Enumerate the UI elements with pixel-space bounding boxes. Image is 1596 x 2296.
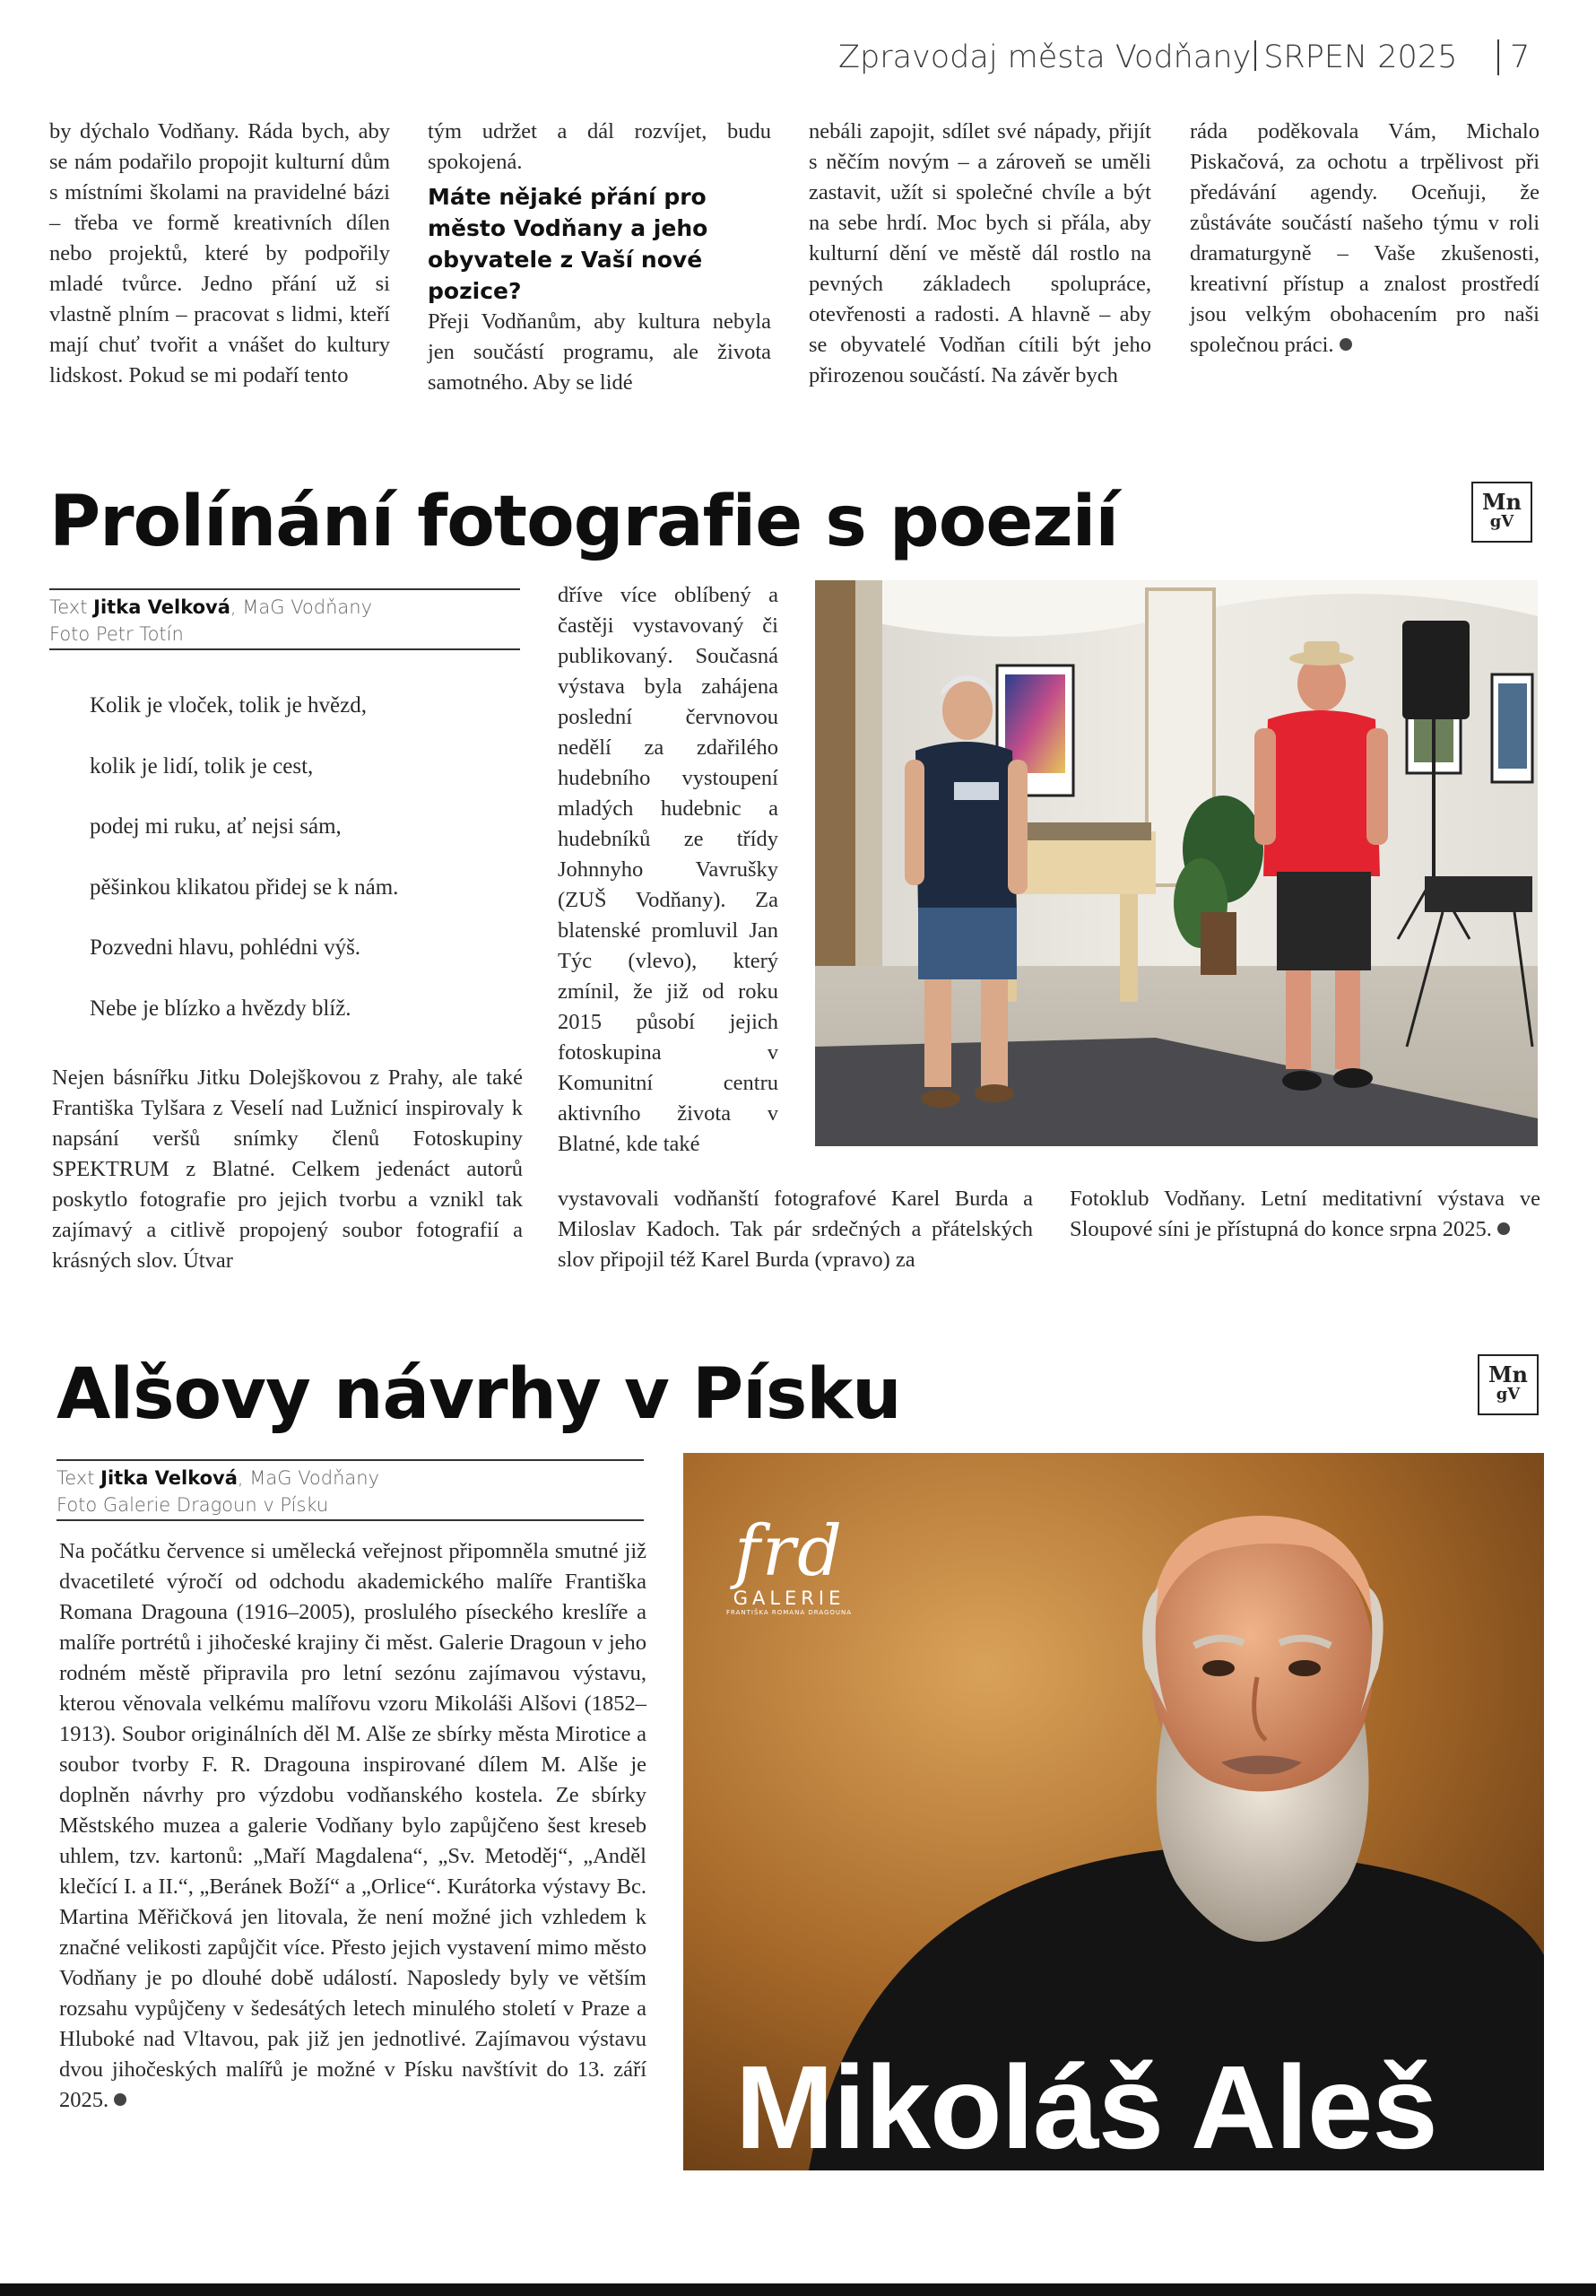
poem-line: pěšinkou klikatou přidej se k nám. [90,874,399,900]
body-text-wrap [59,1536,646,2116]
article-credit [56,1465,644,1518]
article1-body-bottom-right [1070,1184,1540,1245]
credit-divider-bottom [49,648,520,650]
poster-title: Mikoláš Aleš [735,2041,1437,2173]
page-number: 7 [1497,39,1530,75]
poem-line: podej mi ruku, ať nejsi sám, [90,814,342,839]
end-mark [114,2093,126,2106]
credit-author: Jitka Velková [100,1467,238,1489]
credit-photo: Foto Galerie Dragoun v Písku [56,1494,329,1516]
continuation-text: ráda poděkovala Vám, Michalo Piskačová, za ochotu a trpělivost při předávání agendy. Oceňuji, že zůstáváte součástí našeho týmu v roli dramaturgyně – Vaše zkušenosti, kreativní přístup a znalost prostředí jsou velkým obohacením pro naši společnou práci. [1190,119,1540,357]
credit-divider-bottom [56,1519,644,1521]
credit-org: , MaG Vodňany [230,596,373,618]
gallery-logo-mark: frd [733,1511,845,1592]
logo-text-bottom: gV [1489,512,1514,531]
end-mark [1340,338,1352,351]
poem-line: Kolik je vloček, tolik je hvězd, [90,693,367,718]
article2-body [59,1536,646,2116]
credit-divider-top [49,588,520,590]
body-text: Na počátku července si umělecká veřejnost připomněla smutné již dvacetileté výročí od odchodu akademického malíře Františka Romana Dragouna (1916–2005), proslulého píseckého kreslíře a malíře portrétů i jihočeské krajiny či měst. Galerie Dragoun v jeho rodném městě připravila pro letní sezónu zajímavou výstavu, kterou věnovala velkému malířovu vzoru Mikoláši Alšovi (1852–1913). Soubor originálních děl M. Alše ze sbírky města Mirotice a soubor tvorby F. R. Dragouna inspirované dílem M. Alše je doplněn návrhy pro výzdobu vodňanského kostela. Ze sbírky Městského muzea a galerie Vodňany bylo zapůjčeno šest kreseb uhlem, tzv. kartonů: „Maří Magdalena“, „Sv. Metoděj“, „Anděl klečící I. a II.“, „Beránek Boží“ a „Orlice“. Kurátorka výstavy Bc. Martina Měřičková jen litovala, že není možné jich vzhledem k značné velikosti zapůjčit více. Přesto jejich vystavení mimo město Vodňany je po dlouhé době událostí. Naposledy byly ve větším rozsahu vypůjčeny v šedesátých letech minulého století v Praze a Hluboké nad Vltavou, pak již jen jednotlivé. Zajímavou výstavu dvou jihočeských malířů je možné v Písku navštívit do 13. září 2025. [59,1539,646,2112]
continuation-column-1 [49,117,390,391]
poem-line: Pozvedni hlavu, pohlédni výš. [90,935,361,960]
issue-label: SRPEN 2025 [1263,39,1458,75]
poem-line: kolik je lidí, tolik je cest, [90,753,314,778]
museum-logo [1478,1354,1539,1415]
continuation-text-wrap [1190,117,1540,361]
continuation-text: tým udržet a dál rozvíjet, budu spokojená. [428,119,771,174]
poem [90,691,520,1054]
credit-photo: Foto Petr Totín [49,623,184,645]
logo-text-bottom: gV [1496,1385,1521,1404]
body-text: Nejen básnířku Jitku Dolejškovou z Prahy, ale také Františka Tylšara z Veselí nad Lužnicí inspirovaly k napsání veršů snímky členů Fotoskupiny SPEKTRUM z Blatné. Celkem jedenáct autorů poskytlo fotografie pro jejich tvorbu a vznikl tak zajímavý a citlivě propojený soubor fotografií a krásných slov. Útvar [52,1065,523,1273]
article-title: Prolínání fotografie s poezií [49,482,1119,562]
interview-answer: Přeji Vodňanům, aby kultura nebyla jen součástí programu, ale života samotného. Aby se lidé [428,309,771,395]
interview-question: Máte nějaké přání pro město Vodňany a jeho obyvatele z Vaší nové pozice? [428,184,708,304]
header-separator [1254,40,1256,71]
page-bottom-edge [0,2283,1596,2296]
continuation-column-3 [809,117,1151,391]
end-mark [1497,1222,1510,1235]
gallery-logo-subtitle: FRANTIŠKA ROMANA DRAGOUNA [726,1609,853,1616]
credit-org: , MaG Vodňany [237,1467,380,1489]
body-text: Fotoklub Vodňany. Letní meditativní výstava ve Sloupové síni je přístupná do konce srpna 2025. [1070,1187,1540,1241]
logo-text-top: Mn [1488,1361,1528,1387]
poem-line: Nebe je blízko a hvězdy blíž. [90,996,351,1021]
logo-text-top: Mn [1481,489,1522,515]
article1-body-middle [558,580,778,1160]
gallery-logo [726,1511,853,1616]
credit-text-line [49,594,520,621]
publication-name: Zpravodaj města Vodňany [838,39,1252,75]
continuation-column-2 [428,117,771,398]
credit-divider-top [56,1459,644,1461]
continuation-text: by dýchalo Vodňany. Ráda bych, aby se nám podařilo propojit kulturní dům s místními školami na pravidelné bázi – třeba ve formě kreativních dílen nebo projektů, které by podpořily mladé tvůrce. Jedno přání už si vlastně plním – pracovat s lidmi, kteří mají chuť tvořit a vnášet do kultury lidskost. Pokud se mi podaří tento [49,119,390,387]
gallery-logo-word: GALERIE [733,1587,846,1609]
body-text: vystavovali vodňanští fotografové Karel Burda a Miloslav Kadoch. Tak pár srdečných a přátelských slov připojil též Karel Burda (vpravo) za [558,1187,1033,1272]
article1-body-left [52,1063,523,1276]
continuation-column-4 [1190,117,1540,361]
body-text-wrap [1070,1184,1540,1245]
credit-author: Jitka Velková [93,596,230,618]
article1-body-bottom [558,1184,1033,1275]
page-header [838,39,1538,83]
body-text: dříve více oblíbený a častěji vystavovaný či publikovaný. Současná výstava byla zahájena poslední červnovou nedělí za zdařilého hudebního vystoupení mladých hudebnic a hudebníků ze třídy Johnnyho Vavrušky (ZUŠ Vodňany). Za blatenské promluvil Jan Týc (vlevo), který zmínil, že již od roku 2015 působí jejich fotoskupina v Komunitní centru aktivního života v Blatné, kde také [558,583,778,1156]
exhibition-photo-illustration [815,580,1538,1146]
exhibition-photo [815,580,1538,1146]
credit-label: Text [49,596,88,618]
credit-text-line [56,1465,644,1492]
article-credit [49,594,520,648]
museum-logo [1471,482,1532,543]
continuation-text: nebáli zapojit, sdílet své nápady, přijít s něčím novým – a zároveň se uměli zastavit, užít si společné chvíle a být na sebe hrdí. Moc bych si přála, aby kulturní dění ve městě dál rostlo na pevných základech spolupráce, otevřenosti a radosti. A hlavně – aby se obyvatelé Vodňan cítili být jeho přirozenou součástí. Na závěr bych [809,119,1151,387]
article-title: Alšovy návrhy v Písku [56,1354,901,1435]
credit-label: Text [56,1467,95,1489]
